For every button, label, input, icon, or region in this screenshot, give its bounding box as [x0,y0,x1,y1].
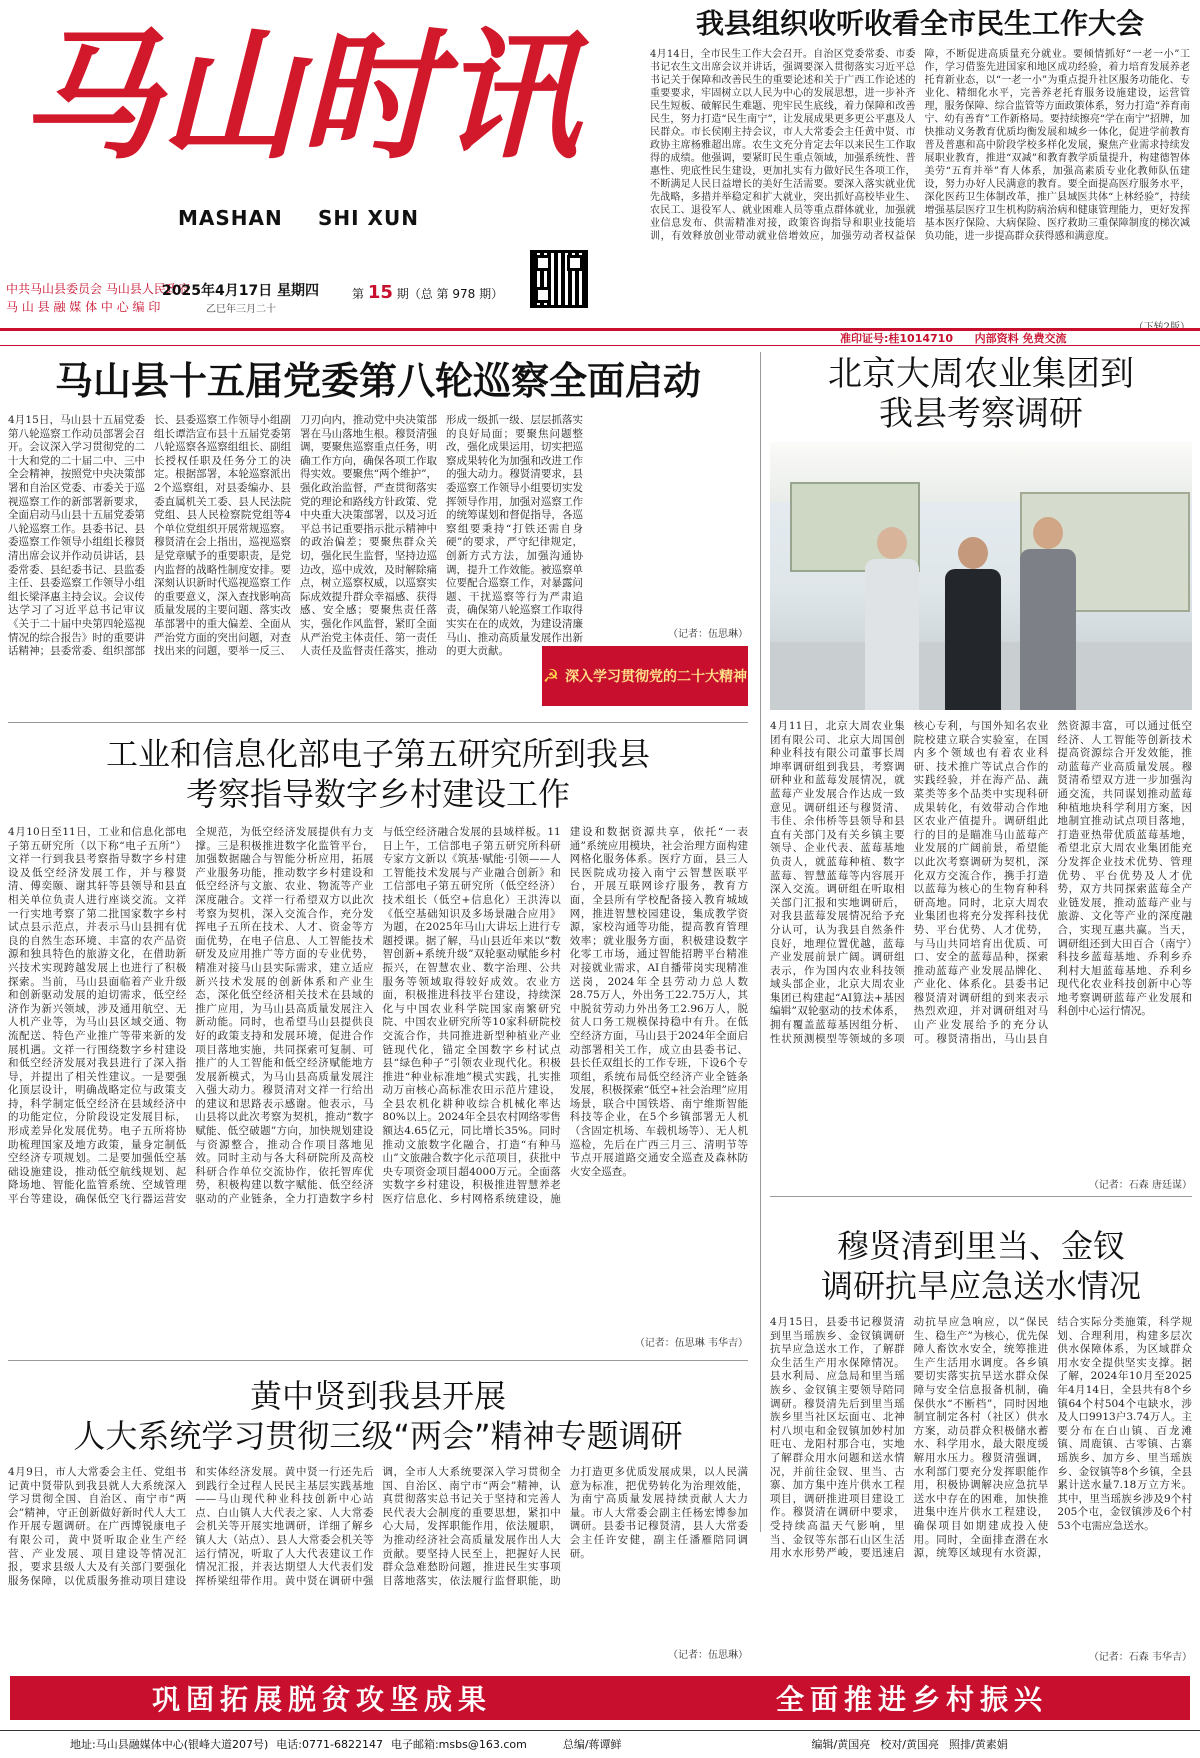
digital-byline: （记者：伍思琳 韦华吉） [634,1338,748,1349]
masthead-char-1: 马 [20,15,161,179]
inspection-body: 4月15日，马山县十五届党委第八轮巡察工作动员部署会召开。会议深入学习贯彻党的二十大和党的二十届二中、三中全会精神，按照党中央决策部署和自治区党委、市委关于巡视巡察工作的新部署新要求，全面启动马山县十五届党委第八轮巡察工作。县委书记、县委巡察工作领导小组组长穆贤清出席会议并作动员讲话，县委常委、县纪委书记、县监委主任、县委巡察工作领导小组组长梁泽惠主持会议。会议传达学习了习近平总书记审议《关于二十届中央第四轮巡视情况的综合报告》时的重要讲话精神；县委常委、组织部部长、县委巡察工作领导小组副组长谭浩宣布县十五届党委第八轮巡察各巡察组组长、副组长授权任职及任务分工的决定。根据部署，本轮巡察派出2个巡察组，对县委编办、县委直属机关工委、县人民法院党组、县人民检察院党组等4个单位党组织开展常规巡察。穆贤清在会上指出，巡视巡察是党章赋予的重要职责，是党内监督的战略性制度安排。要深刻认识新时代巡视巡察工作的重要意义，深入查找影响高质量发展的主要问题、落实改革部署中的重大偏差、全面从严治党方面的突出问题，对查找出来的问题，要举一反三、刀刃向内，推动党中央决策部署在马山落地生根。穆贤清强调，要聚焦巡察重点任务，明确工作方向，确保各项工作取得实效。要聚焦“两个维护”，强化政治监督，严查贯彻落实党的理论和路线方针政策、党中央重大决策部署，以及习近平总书记重要指示批示精神中的政治偏差；要聚焦群众关切，强化民生监督，坚持边巡边改，巡中成效，及时解除痛点，树立巡察权威，以巡察实际成效提升群众幸福感、获得感、安全感；要聚焦责任落实，强化作风监督，紧盯全面从严治党主体责任、第一责任人责任及监督责任落实，推动形成一级抓一级、层层抓落实的良好局面；要聚焦问题整改，强化成果运用，切实把巡察成果转化为加强和改进工作的强大动力。穆贤清要求，县委巡察工作领导小组要切实发挥领导作用，加强对巡察工作的统筹谋划和督促指导，各巡察组要秉持“打铁还需自身硬”的要求，严守纪律规定，创新方式方法，加强沟通协调，提升工作效能。被巡察单位要配合巡察工作，对暴露问题、干扰巡察等行为严肃追责，确保第八轮巡察工作取得实实在在的成效，为建设清廉马山、推动高质量发展作出新的更大贡献。 [8,414,583,658]
footer-rule [0,1730,1200,1731]
slogan-banner [10,1676,1190,1720]
drought-byline: （记者：石森 韦华吉） [1088,1652,1192,1663]
top-article [650,6,1190,326]
section-rule-3 [770,1196,1192,1197]
inspection-byline: （记者：伍思琳） [668,629,748,641]
masthead-logo [20,15,581,179]
publisher-line-1: 中共马山县委员会 马山县人民政府 [6,282,190,296]
top-article-body: 4月14日，全市民生工作大会召开。自治区党委常委、市委书记农生文出席会议并讲话，强调要深入贯彻落实习近平总书记关于保障和改善民生的重要论述和关于广西工作论述的重要要求，牢固树立以人民为中心的发展思想，进一步补齐民生短板、破解民生难题、兜牢民生底线，着力保障和改善民生，努力打造“民生南宁”，让发展成果更多更公平惠及人民群众。市长侯刚主持会议，市人大常委会主任黄中贤、市政协主席杨雅超出席。农生文充分肯定去年以来民生工作取得的成绩。他强调，要紧盯民生重点领域，加强系统性、普惠性、兜底性民生建设，更加扎实有力做好民生各项工作，不断满足人民日益增长的美好生活需要。要深入落实就业优先战略，多措并举稳定和扩大就业，突出抓好高校毕业生、农民工、退役军人、就业困难人员等重点群体就业，加强就业信息发布、供需精准对接，政策咨询指导和职业技能培训，有效释放创业带动就业倍增效应，加强劳动者权益保障，不断促进高质量充分就业。要倾情抓好“一老一小”工作，学习借鉴先进国家和地区成功经验，着力培育发展养老托育新业态，以“一老一小”为重点提升社区服务功能化、专业化、精细化水平，完善养老托育服务设施建设，运营管理，服务保障、综合监管等方面政策体系，努力打造“养育南宁、幼有善育”工作新格局。要持续擦亮“学在南宁”招牌，加快推动义务教育优质均衡发展和城乡一体化，促进学前教育普及普惠和高中阶段学校多样化发展，聚焦产业需求持续发展职业教育，推进“双减”和教育教学质量提升，构建德智体美劳“五育并举”育人体系，加强高素质专业化教师队伍建设，努力办好人民满意的教育。要全面提高医疗服务水平，深化医药卫生体制改革，推广县域医共体“上林经验”，持续增强基层医疗卫生机构防病治病和健康管理能力，更好发挥基本医疗保险、大病保险、医疗救助三重保障制度的梯次减负功能，进一步提高群众获得感和满意度。 [650,49,1190,242]
npc-headline-1: 黄中贤到我县开展 [249,1377,506,1415]
dazhou-photo [770,442,1192,710]
column-divider [760,352,761,1532]
dazhou-body: 4月11日，北京大周农业集团有限公司、北京大周国创种业科技有限公司董事长周坤率调研组到我县，考察调研种业和蓝莓发展情况，就蓝莓产业发展合作达成一致意见。调研组还与穆贤清、韦佳、余伟桥等县领导和县直有关部门及有关乡镇主要领导、企业代表、蓝莓基地负责人，就蓝莓种植、数字蓝莓、智慧蓝莓等内容展开深入交流。调研组在听取相关部门汇报和实地调研后，对我县蓝莓发展情况给予充分认可，认为我县自然条件良好，地理位置优越，蓝莓产业发展前景广阔。调研组表示，作为国内农业科技领域头部企业，北京大周农业集团已构建起“AI算法+基因编辑”双轮驱动的技术体系，拥有覆盖蓝莓基因组分析、性状预测模型等领域的多项核心专利，与国外知名农业院校建立联合实验室，在国内多个领域也有着农业科研、技术推广等试点合作的实践经验，并在海产品、蔬菜类等多个品类中实现科研成果转化，有效带动合作地区农业产值提升。调研组此行的目的是瞄准马山蓝莓产业发展的广阔前景，希望能以此次考察调研为契机，深化双方交流合作，携手打造以蓝莓为核心的生物育种科研高地。同时，北京大周农业集团也将充分发挥科技优势、平台优势、人才优势，与马山共同培育出优质、可口、安全的蓝莓品种，探索推动蓝莓产业发展品牌化、产业化、体系化。县委书记穆贤清对调研组的到来表示热烈欢迎，并对调研组对马山产业发展给予的充分认可。穆贤清指出，马山县自然资源丰富，可以通过低空经济、人工智能等创新技术提高资源综合开发效能，推动蓝莓产业高质量发展。穆贤清希望双方进一步加强沟通交流，共同谋划推动蓝莓种植地块科学利用方案，因地制宜推动试点项目落地，打造亚热带优质蓝莓基地，希望北京大周农业集团能充分发挥企业技术优势、管理优势、平台优势及人才优势，双方共同探索蓝莓全产业链发展，推动蓝莓产业与旅游、文化等产业的深度融合，实现互惠共赢。当天，调研组还到大田百合（南宁）科技乡蓝莓基地、乔利乡乔利村大旭蓝莓基地、乔利乡现代化农业科技创新中心等地考察调研蓝莓产业发展和科创中心运行情况。 [770,720,1192,1045]
npc-body: 4月9日，市人大常委会主任、党组书记黄中贤带队到我县就人大系统深入学习贯彻全国、自治区、南宁市“两会”精神，守正创新做好新时代人大工作开展专题调研。在广西博锐康电子有限公司，黄中贤听取企业生产经营、产业发展、项目建设等情况汇报，要求县级人大及有关部门要强化服务保障，以优质服务推动项目建设和实体经济发展。黄中贤一行还先后到践行全过程人民民主基层实践基地——马山现代种业科技创新中心站点、白山镇人大代表之家、人大常委会机关等开展实地调研，详细了解乡镇人大（站点）、县人大常委会机关等运行情况，听取了人大代表建议工作情况汇报，并表达期望人大代表们发挥桥梁纽带作用。黄中贤在调研中强调，全市人大系统要深入学习贯彻全国、自治区、南宁市“两会”精神，认真贯彻落实总书记关于坚持和完善人民代表大会制度的重要思想，紧扣中心大局，发挥职能作用，依法履职，为推动经济社会高质量发展作出人大贡献。要坚持人民至上，把握好人民群众急难愁盼问题，推进民生实事项目落地落实，依法履行监督职能，助力打造更多优质发展成果，以人民满意为标准，把优势转化为治理效能，为南宁高质量发展持续贡献人大力量。市人大常委会副主任杨宏博参加调研。县委书记穆贤清，县人大常委会主任许安健，副主任潘雁陪同调研。 [8,1466,748,1587]
footer-proofreader: 校对/黄国亮 [880,1738,939,1751]
footer-phone: 电话:0771-6822147 [276,1738,383,1751]
party-banner-text: 深入学习贯彻党的二十大精神 [565,669,748,685]
masthead-pinyin-left: MASHAN [178,206,283,230]
masthead-pinyin-right: SHI XUN [318,206,419,230]
footer-typesetter: 照排/黄素娟 [948,1738,1008,1751]
slogan-left: 巩固拓展脱贫攻坚成果 [151,1683,492,1716]
slogan-right: 全面推进乡村振兴 [775,1683,1048,1716]
masthead-char-3: 时 [300,15,441,179]
digital-body: 4月10日至11日，工业和信息化部电子第五研究所（以下称“电子五所”）文祥一行到我县考察指导数字乡村建设及低空经济发展工作，并与穆贤清、傅奕颐、谢其轩等县领导和县直相关单位负责人进行座谈交流。文祥一行实地考察了第二批国家数字乡村试点县示范点，并表示马山县拥有优良的自然生态环境、丰富的农产品资源和独具特色的旅游文化，在借助新兴技术实现跨越发展上也进行了积极探索。当前，马山县面临着产业升级和创新驱动发展的迫切需求，低空经济作为新兴领域，涉及通用航空、无人机产业等，为马山县区域交通、物流配送、特色产业推广等带来新的发展机遇。文祥一行围绕数字乡村建设和低空经济发展对我县进行了深入指导，并提出了相关性建议。一是要强化顶层设计，明确战略定位与政策支持，科学制定低空经济在县域经济中的功能定位，分阶段设定发展目标，形成差异化发展优势。电子五所将协助梳理国家及地方政策，量身定制低空经济专项规划。二是要加强低空基础设施建设，推动低空航线规划、起降场地、智能化监管系统、空域管理平台等建设，确保低空飞行器运营安全规范，为低空经济发展提供有力支撑。三是积极推进数字化监管平台，加强数据融合与智能分析应用，拓展产业服务功能，推动数字乡村建设和低空经济与文旅、农业、物流等产业深度融合。文祥一行希望双方以此次考察为契机，深入交流合作，充分发挥电子五所在技术、人才、资金等方面优势，在电子信息、人工智能技术研发及应用推广等方面的专业优势，精准对接马山县实际需求，建立适应新兴技术发展的创新体系和产业生态，深化低空经济相关技术在县域的推广应用，为马山县高质量发展注入新动能。同时，也希望马山县提供良好的政策支持和发展环境，促进合作项目落地实施，共同探索可复制、可推广的人工智能和低空经济赋能地方发展新模式，为马山县高质量发展注入强大动力。穆贤清对文祥一行给出的建议和思路表示感谢。他表示，马山县将以此次考察为契机，推动“数字赋能、低空破题”方向，加快规划建设与资源整合，推动合作项目落地见效。同时主动与各大科研院所及高校科研合作单位交流协作，依托智库优势，积极构建以数字赋能、低空经济驱动的产业链条，全力打造数字乡村与低空经济融合发展的县域样板。11日上午，工信部电子第五研究所科研专家方文新以《筑基·赋能·引领——人工智能技术发展与产业融合创新》和工信部电子第五研究所（低空经济）技术组长（低空+信息化）王洪涛以《低空基础知识及多场景融合应用》为题，在2025年马山大讲坛上进行专题授课。据了解，马山县近年来以“数智创新+系统升级”双轮驱动赋能乡村振兴，在智慧农业、数字治理、公共服务等领域取得较好成效。农业方面，积极推进科技平台建设，持续深化与中国农业科学院国家南繁研究院、中国农业研究所等10家科研院校交流合作，共同推进新型种植业产业链现代化，锚定全国数字乡村试点县“绿色种子”引领农业现代化。积极推进“种业标准地”模式实践，扎实推动万亩核心高标准农田示范片建设，全县农机化耕种收综合机械化率达80%以上。2024年全县农村网络零售额达4.65亿元，同比增长35%。同时推动文旅数字化融合，打造“有种马山”文旅融合数字化示范项目，获批中央专项资金项目超4000万元。全面落实数字乡村建设，积极推进智慧养老医疗信息化、乡村网格系统建设，施建设和数据资源共享，依托“一表通”系统应用模块，社会治理方面构建网格化服务体系。医疗方面，县三人民医院成功接入南宁云智慧医联平台，开展互联网诊疗服务，教育方面，全县所有学校配备接入教育城域网，推进智慧校园建设，集成教学资源，家校沟通等功能，提高教育管理效率；就业服务方面，积极建设数字化零工市场，通过智能招聘平台精准对接就业需求，AI自播带岗实现精准送岗，2024年全县劳动力总人数28.75万人，外出务工22.75万人，其中脱贫劳动力外出务工2.96万人，脱贫人口务工规模保持稳中有升。在低空经济方面，马山县于2024年全面启动部署相关工作，成立由县委书记、县长任双组长的工作专班，下设6个专项组，系统布局低空经济产业全链条发展，积极探索“低空+社会治理”应用场景，联合中国铁塔、南宁维斯智能科技等企业，在5个乡镇部署无人机（含固定机场、车载机场等）、无人机巡检，先后在广西三月三、清明节等节点开展道路交通安全巡查及森林防火安全巡查。 [8,826,748,1206]
drought-body: 4月15日，县委书记穆贤清到里当瑶族乡、金钗镇调研抗旱应急送水工作，了解群众生活生产用水保障情况。县水利局、应急局和里当瑶族乡、金钗镇主要领导陪同调研。穆贤清先后到里当瑶族乡里当社区坛面屯、北神村八坝屯和金钗镇加妙村加旺屯、龙阳村那合屯，实地了解群众用水问题和送水情况，并前往金钗、里当、古寨、加方集中连片供水工程项目，调研推进项目建设工作。穆贤清在调研中要求，受持续高温天气影响，里当、金钗等东部石山区生活用水水形势严峻，要迅速启动抗旱应急响应，以“保民生、稳生产”为核心，优先保障人畜饮水安全，统筹推进生产生活用水调度。各乡镇要切实落实抗旱送水群众保障与安全信息报备机制，确保供水“不断档”，同时因地制宜制定各村（社区）供水方案，动员群众积极储水蓄水、科学用水，最大限度缓解用水压力。穆贤清强调，水利部门要充分发挥职能作用，积极协调解决应急抗旱送水中存在的困难，加快推进集中连片供水工程建设，确保项目如期建成投入使用。同时，全面排查潜在水源，统筹区域现有水资源，结合实际分类施策，科学规划、合理利用，构建多层次供水保障体系，为区域群众用水安全提供坚实支撑。据了解，2024年10月至2025年4月14日，全县共有8个乡镇64个村504个屯缺水，涉及人口9913户3.74万人。主要分布在白山镇、百龙滩镇、周鹿镇、古零镇、古寨瑶族乡、加方乡、里当瑶族乡、金钗镇等8个乡镇，全县累计送水量7.18万立方米。其中，里当瑶族乡涉及9个村205个屯，金钗镇涉及6个村53个屯需应急送水。 [770,1316,1192,1560]
dazhou-headline-1: 北京大周农业集团到 [828,354,1134,394]
internal-note: 内部资料 免费交流 [974,332,1067,345]
dazhou-byline: （记者：石森 唐廷谋） [1088,1180,1192,1191]
issue-date: 2025年4月17日 星期四 [162,283,320,299]
publisher-line-2: 马 山 县 融 媒 体 中 心 编 印 [6,300,161,314]
person-2 [945,537,1001,710]
issue-number: 15 [367,282,393,303]
permit-number: 准印证号:桂1014710 [840,332,953,345]
article-digital [8,722,748,1352]
drought-headline-1: 穆贤清到里当、金钗 [836,1227,1125,1265]
footer-editor-in-chief: 总编/蒋谭鲜 [562,1738,622,1751]
npc-byline: （记者：伍思琳） [668,1650,748,1661]
person-1 [865,527,919,710]
header-divider-thin [0,345,1200,346]
lunar-date: 乙巳年三月二十 [206,304,276,315]
qr-code [530,250,588,308]
npc-headline-2: 人大系统学习贯彻三级“两会”精神专题调研 [73,1417,683,1455]
drought-headline-2: 调研抗旱应急送水情况 [820,1267,1141,1305]
masthead-char-2: 山 [160,15,301,179]
digital-headline-2: 考察指导数字乡村建设工作 [185,775,570,813]
permit-line [840,330,1067,346]
article-dazhou [770,354,1192,1190]
masthead [0,0,590,315]
dazhou-headline-2: 我县考察调研 [879,394,1083,434]
person-3 [1020,517,1076,710]
digital-headline-1: 工业和信息化部电子第五研究所到我县 [105,735,650,773]
section-rule-2 [8,1360,748,1361]
top-article-headline: 我县组织收听收看全市民生工作大会 [695,7,1144,40]
article-inspection [8,354,748,714]
inspection-body-cont [592,414,748,642]
party-emblem-icon: ☭ [542,665,560,687]
party-banner [542,646,748,706]
footer-email: 电子邮箱:msbs@163.com [390,1738,527,1751]
footer-editor: 编辑/黄国亮 [811,1738,871,1751]
inspection-headline: 马山县十五届党委第八轮巡察全面启动 [54,359,701,403]
masthead-char-4: 讯 [440,15,581,179]
article-drought [770,1196,1192,1664]
section-rule [8,722,748,723]
footer [70,1736,1190,1754]
footer-address: 地址:马山县融媒体中心(银峰大道207号) [70,1738,269,1751]
issue-prefix: 第 [352,287,365,301]
article-npc [8,1360,748,1664]
issue-number-line [352,282,503,303]
issue-suffix: 期（总 第 978 期） [396,287,504,301]
